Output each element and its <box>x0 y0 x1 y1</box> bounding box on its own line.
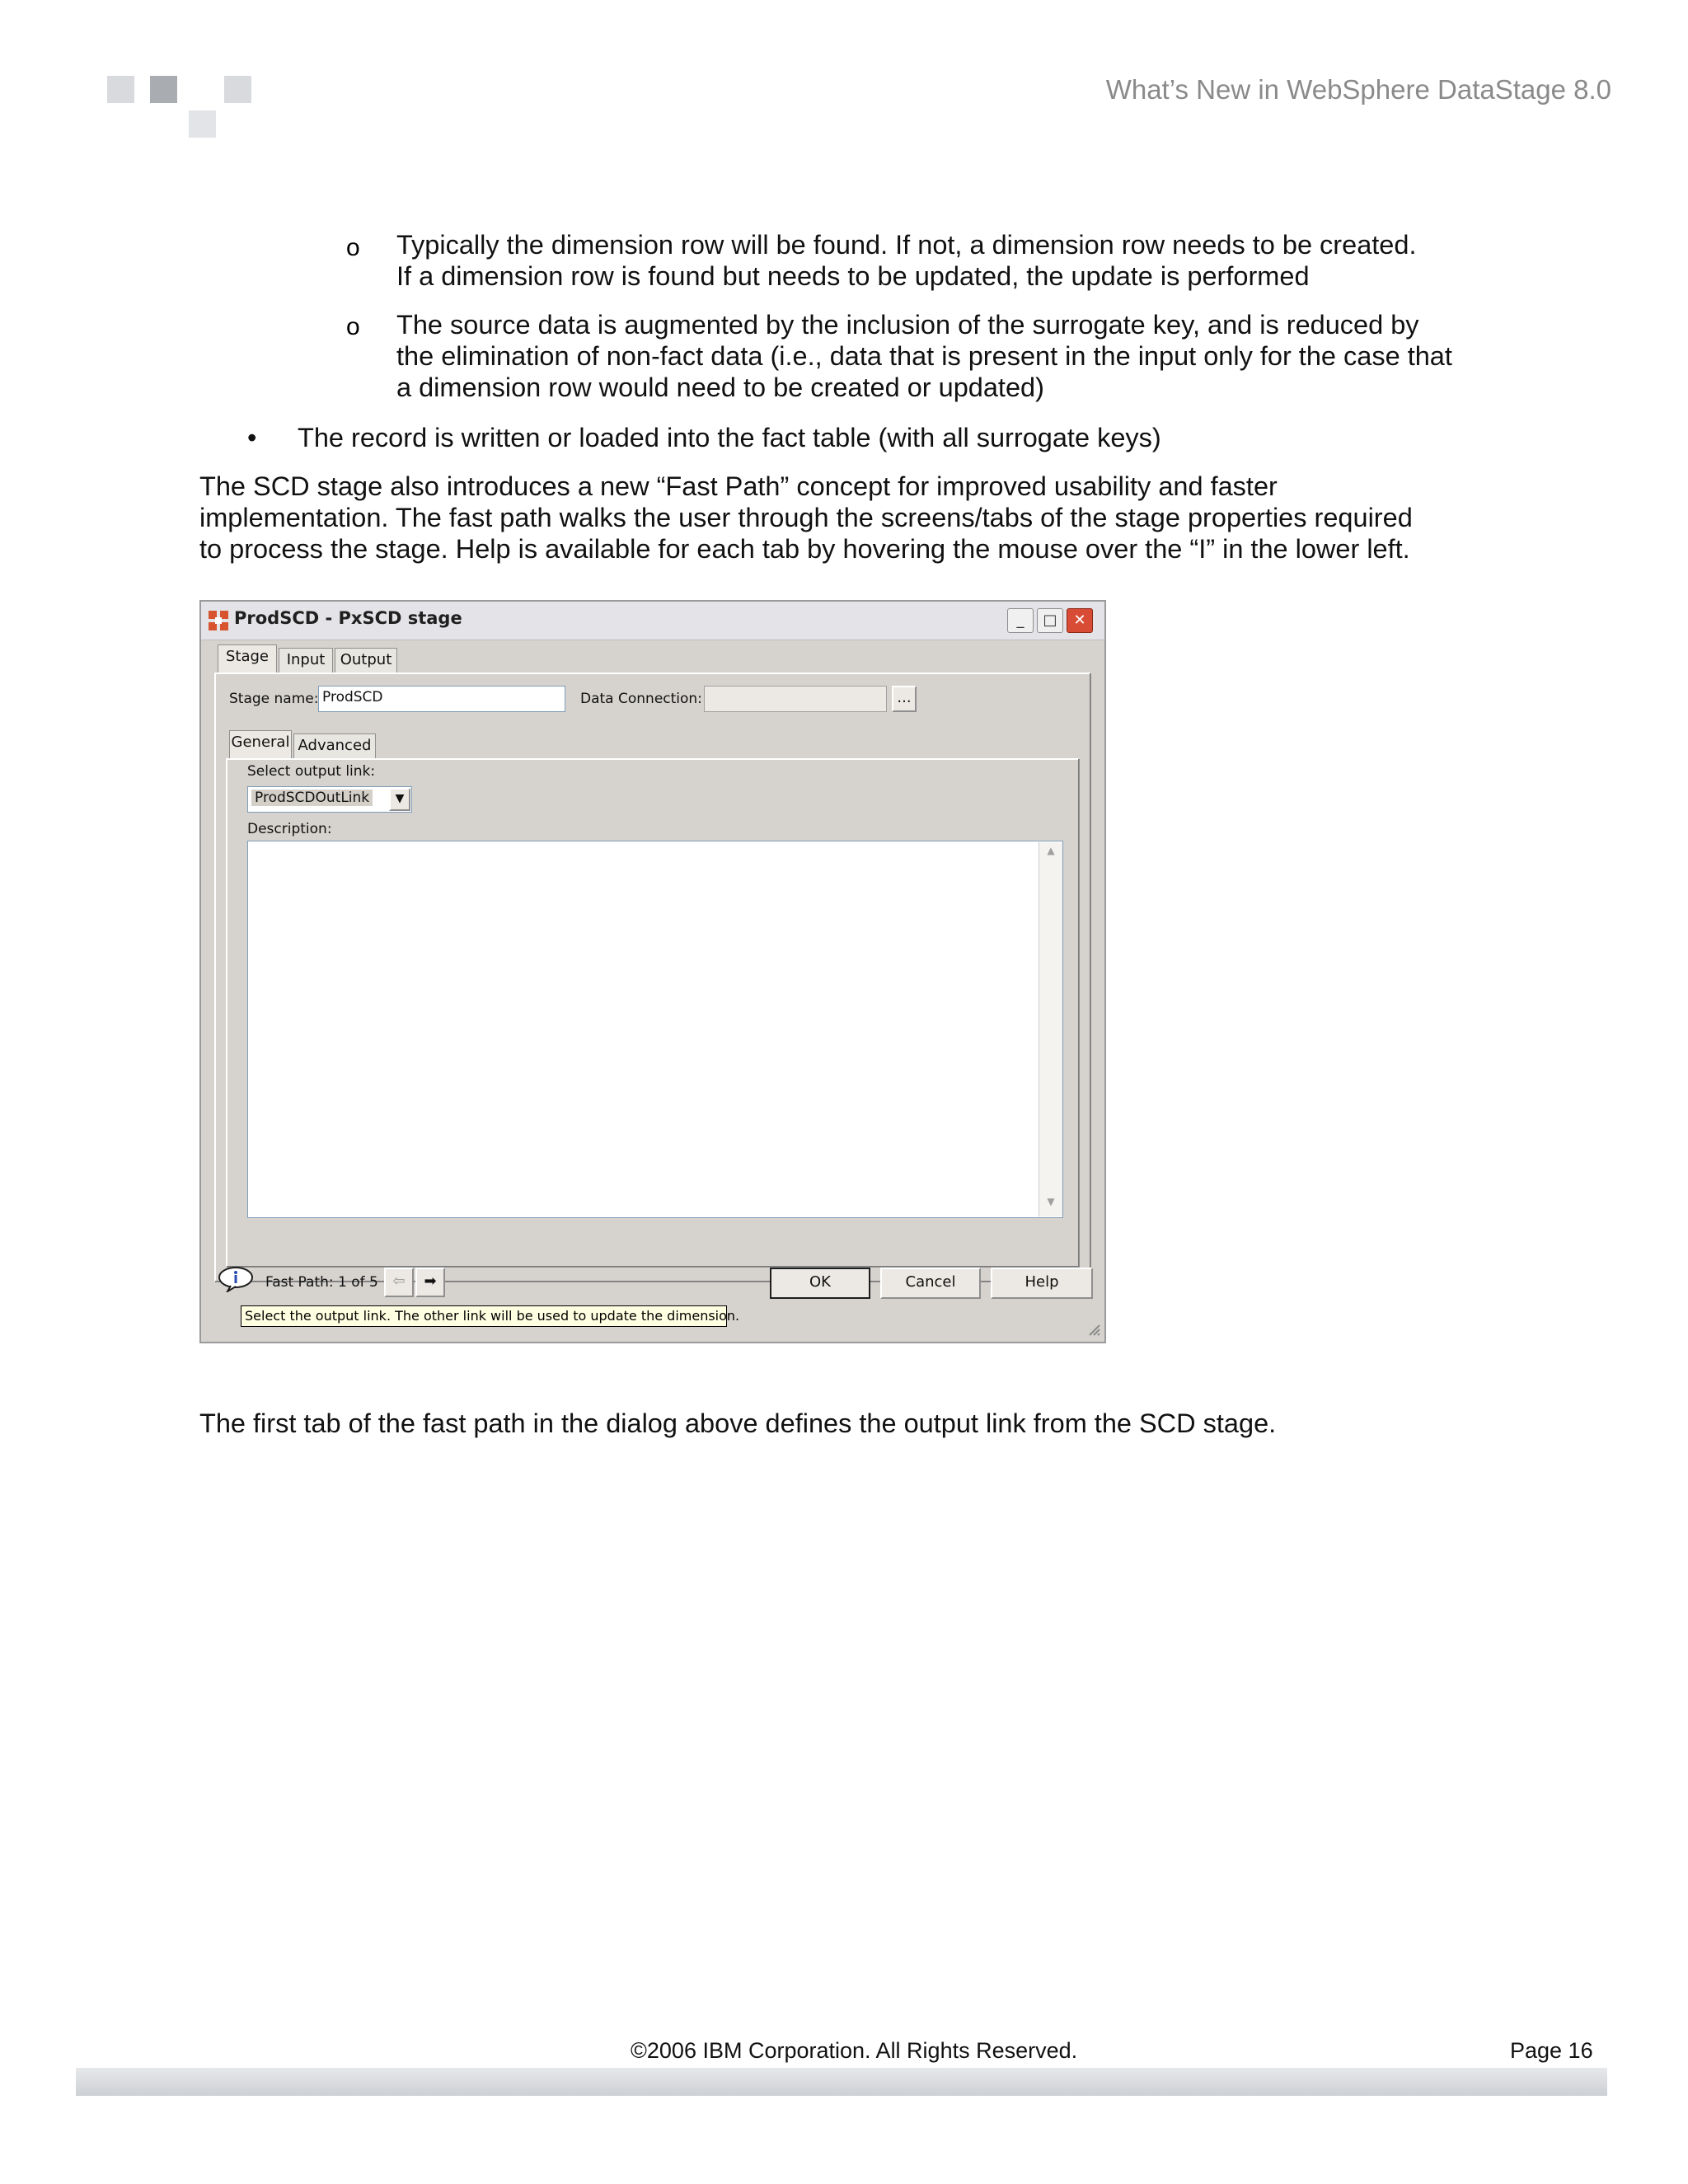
footer-page-number: Page 16 <box>1510 2038 1593 2063</box>
paragraph-line: to process the stage. Help is available for each tab by hovering the mouse over the “I” in the lower left. <box>199 534 1410 564</box>
chevron-down-icon[interactable]: ▼ <box>389 788 410 811</box>
logo-square <box>189 110 216 138</box>
sub-bullet-line: the elimination of non-fact data (i.e., data that is present in the input only for the case that <box>396 341 1452 371</box>
info-icon[interactable] <box>218 1266 256 1292</box>
sub-bullet-line: Typically the dimension row will be found. If not, a dimension row needs to be created. <box>396 230 1417 260</box>
footer-bar <box>76 2068 1607 2096</box>
logo-square <box>224 76 251 103</box>
browse-button[interactable]: ... <box>892 686 917 712</box>
close-button[interactable]: ✕ <box>1067 608 1093 633</box>
fast-path-value: 1 of 5 <box>338 1274 378 1291</box>
logo-square <box>150 76 177 103</box>
footer-copyright: ©2006 IBM Corporation. All Rights Reserved. <box>631 2038 1078 2063</box>
description-scrollbar[interactable] <box>1039 842 1062 1216</box>
output-link-select[interactable] <box>247 786 412 813</box>
tab-advanced[interactable]: Advanced <box>293 733 376 758</box>
bullet-marker: • <box>247 423 257 452</box>
tab-stage[interactable]: Stage <box>218 644 277 673</box>
fast-path-next-icon[interactable]: ➡ <box>415 1268 445 1297</box>
scroll-down-icon[interactable]: ▼ <box>1047 1196 1055 1207</box>
tab-output[interactable]: Output <box>335 648 397 673</box>
fast-path-label: Fast Path: 1 of 5 <box>265 1274 378 1291</box>
paragraph-line: implementation. The fast path walks the user through the screens/tabs of the stage properties required <box>199 503 1413 532</box>
caption-text: The first tab of the fast path in the dialog above defines the output link from the SCD stage. <box>199 1408 1277 1438</box>
description-textarea[interactable] <box>247 841 1063 1218</box>
logo-square <box>107 76 134 103</box>
dialog-titlebar[interactable] <box>201 602 1104 640</box>
page-header-title: What’s New in WebSphere DataStage 8.0 <box>1105 74 1611 105</box>
stage-icon <box>208 610 229 631</box>
output-link-value: ProdSCDOutLink <box>251 790 373 806</box>
sub-bullet-marker: o <box>346 234 360 261</box>
stage-name-field[interactable]: ProdSCD <box>318 686 565 712</box>
dialog-title: ProdSCD - PxSCD stage <box>234 608 462 628</box>
bullet-text: The record is written or loaded into the fact table (with all surrogate keys) <box>298 423 1161 452</box>
cancel-button[interactable]: Cancel <box>880 1268 981 1299</box>
data-connection-label: Data Connection: <box>580 691 702 707</box>
sub-bullet-line: a dimension row would need to be created or updated) <box>396 373 1044 402</box>
paragraph-line: The SCD stage also introduces a new “Fast Path” concept for improved usability and faster <box>199 471 1278 501</box>
sub-bullet-marker: o <box>346 313 360 340</box>
select-output-link-label: Select output link: <box>247 763 376 780</box>
fast-path-tooltip: Select the output link. The other link will be used to update the dimension. <box>241 1305 727 1327</box>
minimize-button[interactable]: _ <box>1007 608 1034 633</box>
help-button[interactable]: Help <box>991 1268 1093 1299</box>
sub-bullet-line: If a dimension row is found but needs to be updated, the update is performed <box>396 261 1310 291</box>
sub-bullet-line: The source data is augmented by the inclusion of the surrogate key, and is reduced by <box>396 310 1419 340</box>
fast-path-back-icon[interactable]: ⇦ <box>384 1268 414 1297</box>
scroll-up-icon[interactable]: ▲ <box>1047 845 1055 856</box>
description-label: Description: <box>247 821 332 837</box>
stage-name-label: Stage name: <box>229 691 319 707</box>
maximize-button[interactable]: □ <box>1037 608 1063 633</box>
tab-general[interactable]: General <box>229 730 292 758</box>
ok-button[interactable]: OK <box>770 1268 870 1299</box>
scd-stage-dialog <box>199 600 1106 1343</box>
resize-grip-icon[interactable] <box>1086 1322 1101 1337</box>
data-connection-field[interactable] <box>704 686 887 712</box>
tab-input[interactable]: Input <box>279 648 333 673</box>
